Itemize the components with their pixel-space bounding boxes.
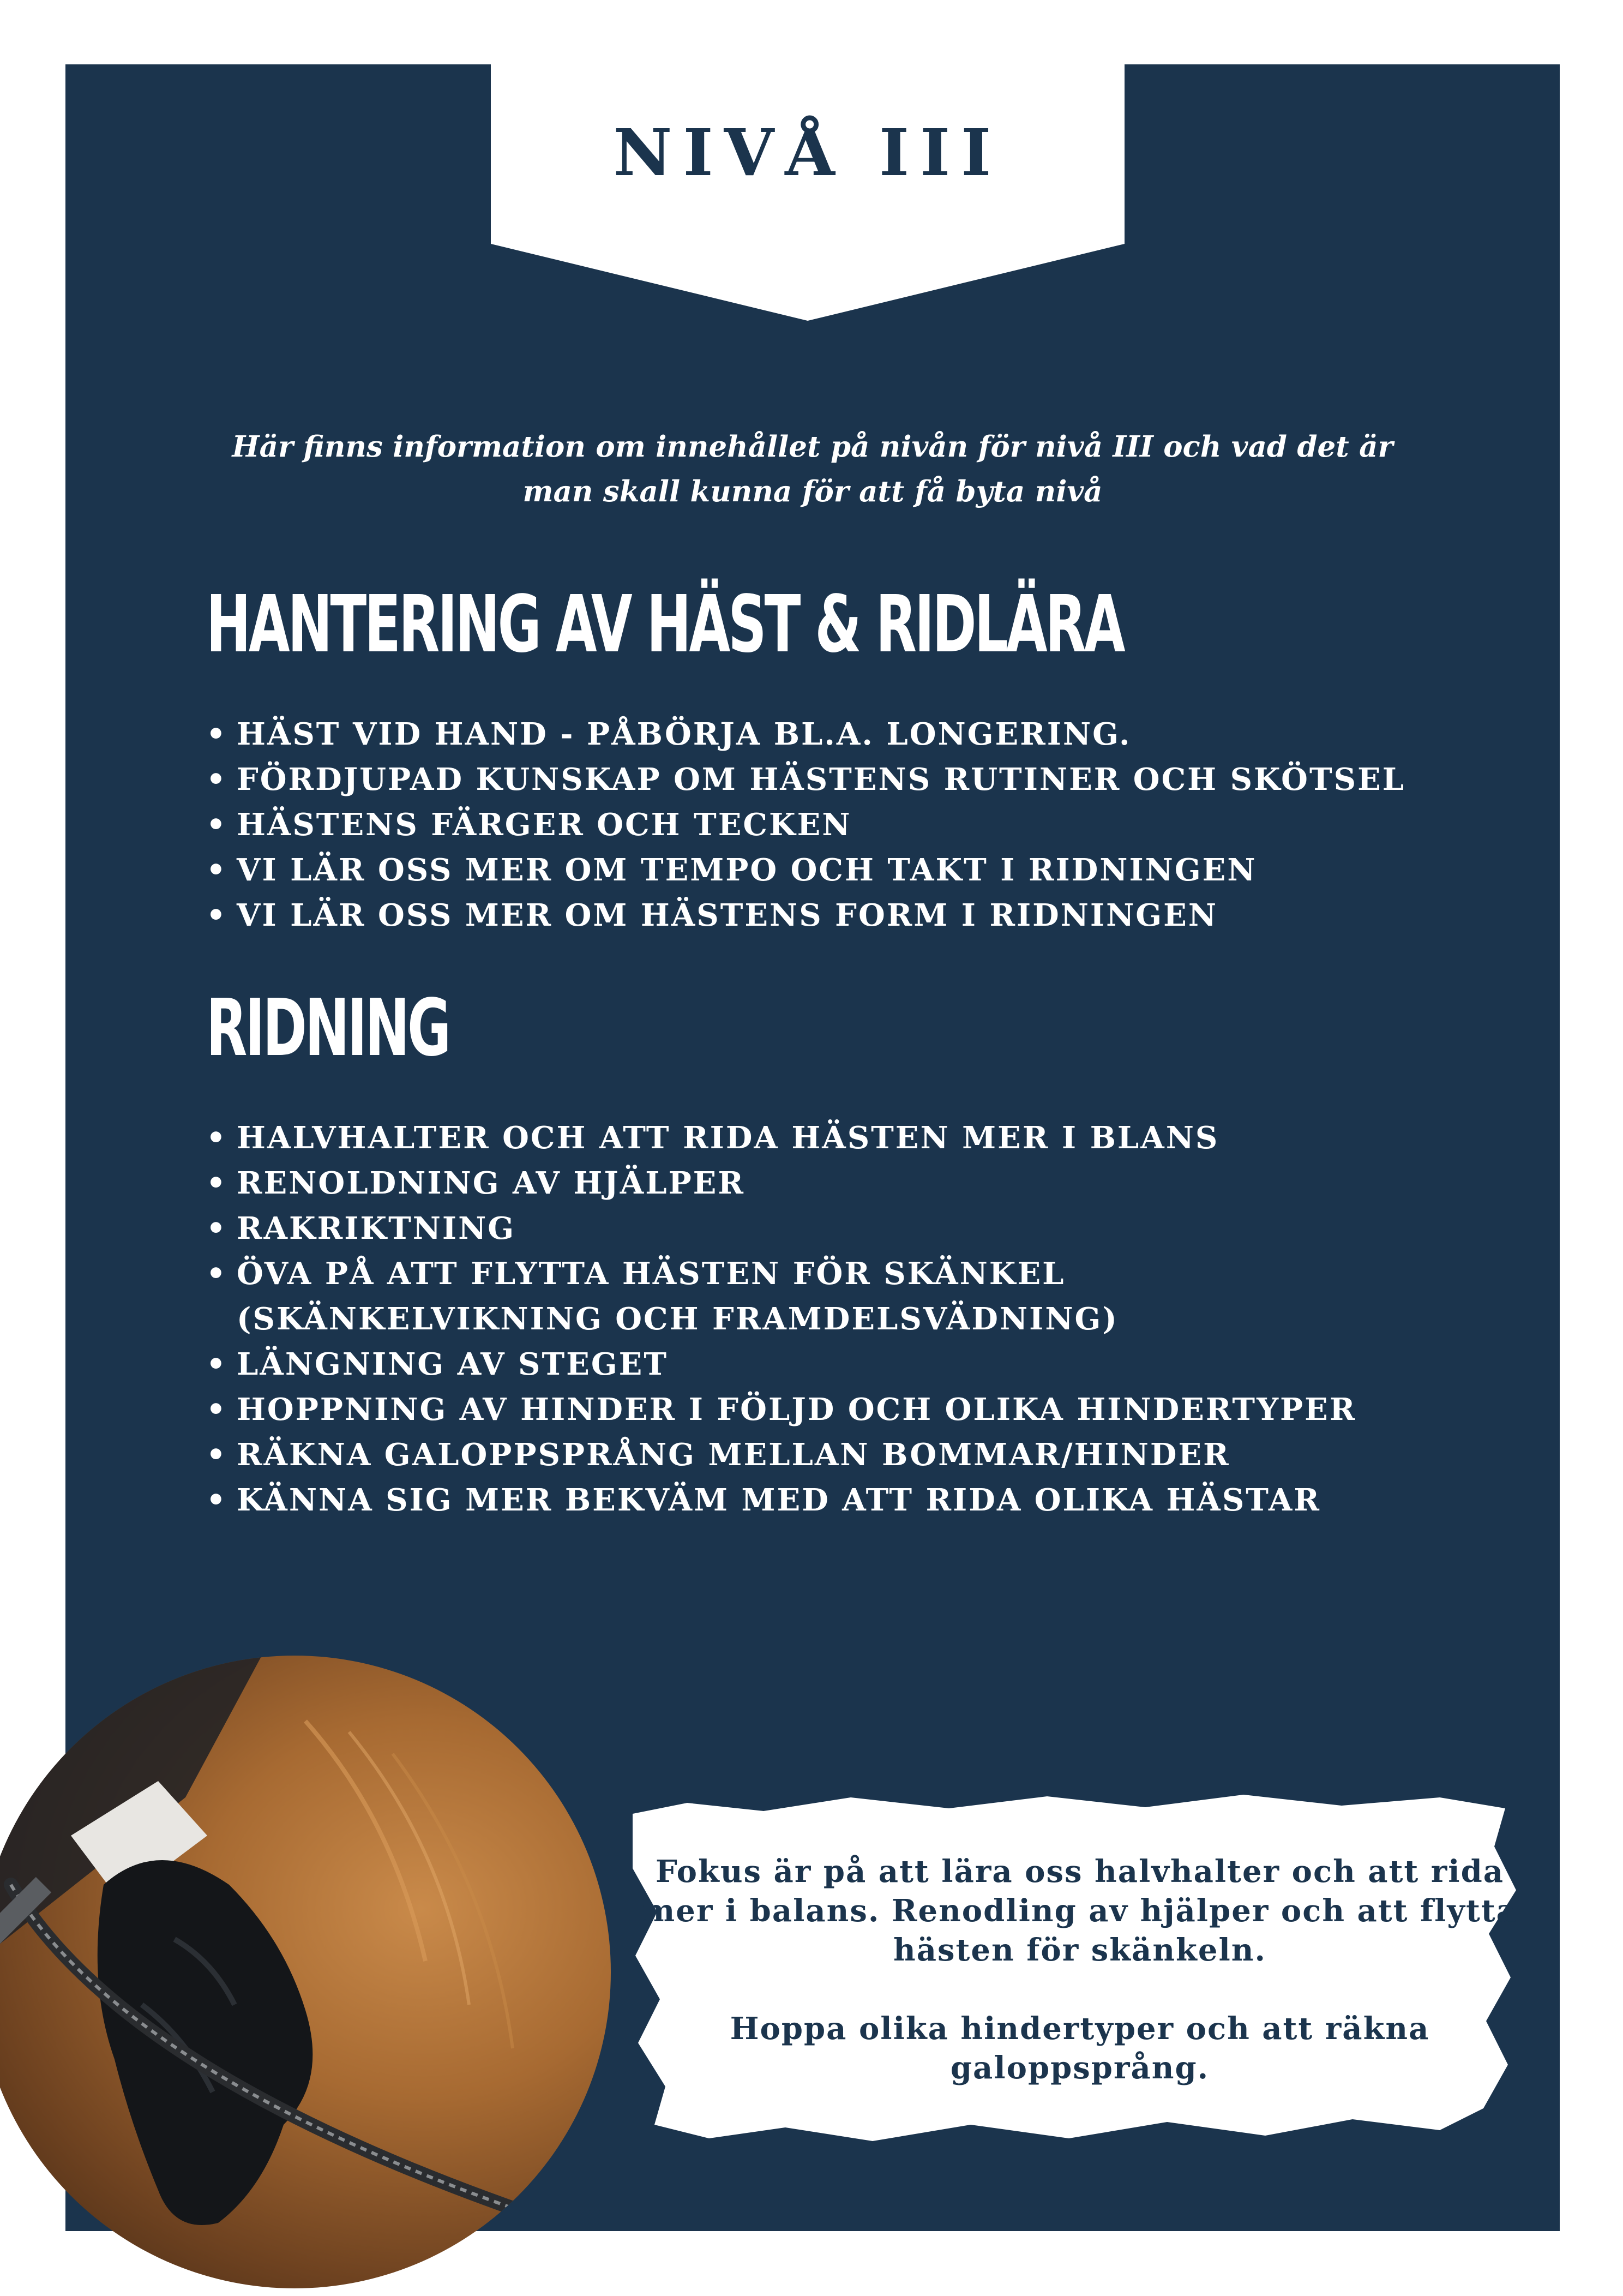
bullet-icon: •	[206, 807, 227, 843]
list-item: • VI LÄR OSS MER OM HÄSTENS FORM I RIDNINGEN	[206, 893, 1433, 938]
section-heading-riding: RIDNING	[206, 982, 449, 1074]
list-item: • HÄSTENS FÄRGER OCH TECKEN	[206, 802, 1433, 848]
page-title: NIVÅ III	[613, 115, 1002, 190]
bullet-icon: •	[206, 1392, 227, 1428]
list-item: • VI LÄR OSS MER OM TEMPO OCH TAKT I RIDNINGEN	[206, 848, 1433, 893]
section-heading-handling: HANTERING AV HÄST & RIDLÄRA	[206, 578, 1123, 670]
list-item: • RAKRIKTNING	[206, 1206, 1433, 1251]
list-item: • HOPPNING AV HINDER I FÖLJD OCH OLIKA HINDERTYPER	[206, 1387, 1433, 1432]
bullet-icon: •	[206, 762, 227, 798]
list-item: • FÖRDJUPAD KUNSKAP OM HÄSTENS RUTINER OCH SKÖTSEL	[206, 757, 1433, 802]
list-item: • HALVHALTER OCH ATT RIDA HÄSTEN MER I BLANS	[206, 1116, 1433, 1161]
bullet-icon: •	[206, 1256, 227, 1292]
bullet-icon: •	[206, 1210, 227, 1246]
list-item: • ÖVA PÅ ATT FLYTTA HÄSTEN FÖR SKÄNKEL (SKÄNKELVIKNING OCH FRAMDELSVÄDNING)	[206, 1251, 1433, 1342]
bullet-icon: •	[206, 716, 227, 752]
focus-paragraph-2: Hoppa olika hindertyper och att räkna galoppsprång.	[730, 2011, 1430, 2086]
photo-illustration	[0, 1656, 611, 2288]
bullet-icon: •	[206, 1120, 227, 1156]
list-item: • HÄST VID HAND - PÅBÖRJA BL.A. LONGERING.	[206, 712, 1433, 757]
bullet-icon: •	[206, 1165, 227, 1201]
list-item: • LÄNGNING AV STEGET	[206, 1342, 1433, 1387]
bullet-icon: •	[206, 852, 227, 888]
bullet-icon: •	[206, 1346, 227, 1382]
list-item: • RÄKNA GALOPPSPRÅNG MELLAN BOMMAR/HINDER	[206, 1432, 1433, 1478]
riding-list	[206, 1116, 1433, 1523]
bullet-icon: •	[206, 1437, 227, 1473]
handling-list	[206, 712, 1433, 938]
bullet-icon: •	[206, 1482, 227, 1518]
focus-paragraph-1: Fokus är på att lära oss halvhalter och att rida mer i balans. Renodling av hjälper och att flytta hästen för skänkeln.	[642, 1854, 1517, 1968]
list-item: • RENOLDNING AV HJÄLPER	[206, 1161, 1433, 1206]
focus-text	[638, 1852, 1522, 2088]
rider-glove-photo	[0, 1656, 611, 2288]
bullet-icon: •	[206, 897, 227, 933]
intro-text: Här finns information om innehållet på nivån för nivå III och vad det är man skall kunna för att få byta nivå	[232, 430, 1393, 508]
list-item: • KÄNNA SIG MER BEKVÄM MED ATT RIDA OLIKA HÄSTAR	[206, 1478, 1433, 1523]
